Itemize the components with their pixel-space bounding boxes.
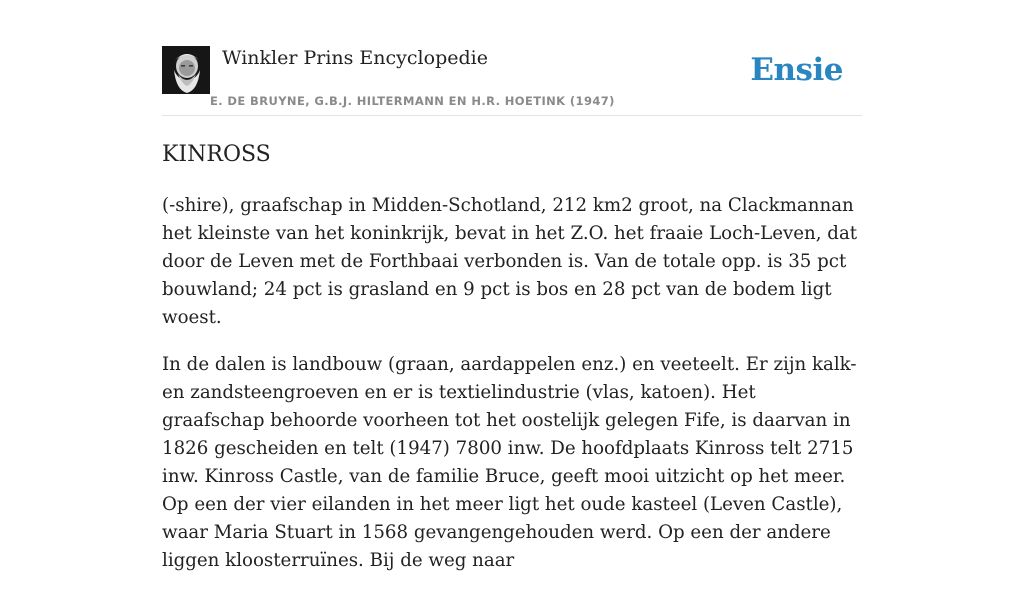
source-authors: E. DE BRUYNE, G.B.J. HILTERMANN EN H.R. HOETINK (1947) [210,94,615,108]
entry-body [162,192,862,594]
author-avatar-icon[interactable] [162,46,210,94]
source-title[interactable]: Winkler Prins Encyclopedie [222,47,488,69]
source-header [162,46,862,116]
ensie-logo-link[interactable]: Ensie [750,52,843,88]
entry-paragraph-1: (-shire), graafschap in Midden-Schotland, 212 km2 groot, na Clackmannan het kleinste van het koninkrijk, bevat in het Z.O. het fraaie Loch-Leven, dat door de Leven met de Forthbaai verbonden is. Van de totale opp. is 35 pct bouwland; 24 pct is grasland en 9 pct is bos en 28 pct van de bodem ligt woest. [162,195,858,328]
entry-paragraph-2: In de dalen is landbouw (graan, aardappelen enz.) en veeteelt. Er zijn kalk- en zandsteengroeven en er is textielindustrie (vlas, katoen). Het graafschap behoorde voorheen tot het oostelijk gelegen Fife, is daarvan in 1826 gescheiden en telt (1947) 7800 inw. De hoofdplaats Kinross telt 2715 inw. Kinross Castle, van de familie Bruce, geeft mooi uitzicht op het meer. Op een der vier eilanden in het meer ligt het oude kasteel (Leven Castle), waar Maria Stuart in 1568 gevangengehouden werd. Op een der andere liggen kloosterruïnes. Bij de weg naar [162,354,857,571]
entry-headword: KINROSS [162,142,271,167]
